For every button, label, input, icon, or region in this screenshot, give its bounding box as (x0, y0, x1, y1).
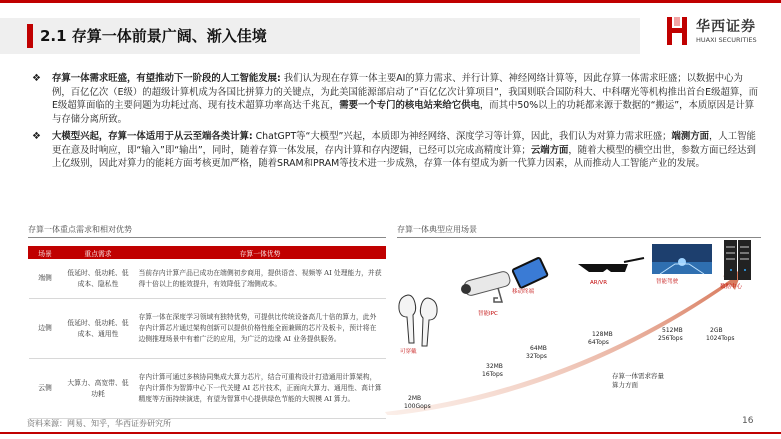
bullet-list (30, 72, 760, 175)
page-title: 2.1 存算一体前景广阔、渐入佳境 (40, 27, 267, 45)
bullet-text: ChatGPT等“大模型”兴起，本质即为神经网络、深度学习等计算，因此，我们认为对算力需求旺盛； (252, 131, 672, 142)
scenario-label: 移动终端 (512, 289, 535, 295)
top-accent-rule (0, 0, 781, 3)
scenario-label: 智能驾驶 (656, 279, 679, 285)
capacity-label: 2MB (408, 395, 422, 402)
title-accent-bar (27, 24, 33, 48)
axis-label: 算力方面 (612, 381, 638, 389)
ip-camera-icon (461, 270, 511, 302)
page-number: 16 (742, 416, 754, 426)
bullet-lead: 存算一体需求旺盛，有望推动下一阶段的人工智能发展: (52, 73, 281, 84)
huaxi-logo-icon (664, 15, 690, 47)
smart-driving-image (652, 244, 712, 274)
scenario-label: 数据中心 (720, 284, 743, 290)
table-cell-advantage: 存内计算可通过多核协同集成大算力芯片，结合可重构设计打造通用计算架构，存内计算作为智算中心下一代关键 AI 芯片技术，正面向大算力、通用性、高计算精度等方面持续演进，有望为智算中心提供绿色节能的大规模 AI 算力。 (135, 359, 386, 419)
table-row (29, 259, 386, 299)
bullet-text: ，随着大模型的横空出世，参数方面已经达到上亿级别，因此对算力的能耗方面考核更加严格，随着SRAM和PRAM等技术进一步成熟，存算一体有望成为新一代算力因素，从而推动人工智能产业的发展。 (52, 144, 756, 169)
scenario-label: 可穿戴 (400, 349, 417, 355)
bullet-highlight: 端测方面 (671, 131, 710, 142)
diamond-bullet-icon: ❖ (32, 73, 41, 84)
bullet-text: ，而其中50%以上的功耗都来源于数据的“搬运”，本质原因是计算与存储分离所致。 (52, 100, 755, 125)
earbuds-icon (399, 295, 437, 346)
bullet-text: ，人工智能更在意及时响应，即“输入”即“输出”，同时，随着存算一体发展，存内计算和存内逻辑，已经可以完成高精度计算； (52, 131, 756, 156)
table-cell-scene: 云侧 (29, 359, 62, 419)
compute-label: 100Gops (404, 403, 431, 410)
table-cell-scene: 边侧 (29, 299, 62, 359)
application-scenario-diagram (380, 240, 775, 415)
axis-label: 存算一体需求容量 (612, 372, 664, 380)
capacity-label: 64MB (530, 345, 547, 352)
table-title: 存算一体重点需求和相对优势 (28, 225, 132, 234)
advantage-table (28, 246, 386, 419)
scenario-label: AR/VR (590, 280, 608, 286)
bullet-text: 我们认为现在存算一体主要AI的算力需求、并行计算、神经网络计算等，因此存算一体需求旺盛；以数据中心为例，百亿亿次（E级）的超级计算机成为各国比拼算力的关键点，为此美国能源部启动了“百亿亿次计算项目”，我国则联合国防科大、中科曙光等机构推出首台E级超算，而E级超算面临的主要问题为功耗过高、现有技术超算功率高达千兆瓦， (52, 73, 758, 111)
source-note: 资料来源：网易、知乎，华西证券研究所 (27, 419, 171, 428)
capacity-label: 2GB (710, 327, 723, 334)
diagram-title-rule (397, 237, 761, 238)
diamond-bullet-icon: ❖ (32, 131, 41, 142)
compute-label: 1024Tops (706, 335, 735, 342)
table-cell-needs: 低延时、低功耗、低成本、通用性 (62, 299, 135, 359)
ar-glasses-icon (578, 258, 644, 272)
huaxi-logo (664, 15, 774, 51)
capacity-label: 32MB (486, 363, 503, 370)
table-title-rule (28, 237, 386, 238)
compute-label: 256Tops (658, 335, 683, 342)
capacity-label: 128MB (592, 331, 613, 338)
table-row (29, 299, 386, 359)
table-header-cell: 场景 (29, 247, 62, 259)
bottom-accent-rule (0, 432, 781, 434)
mobile-phone-icon (511, 256, 549, 289)
bullet-highlight: 需要一个专门的核电站来给它供电 (339, 100, 480, 111)
bullet-highlight: 云端方面 (530, 144, 569, 156)
diagram-title: 存算一体典型应用场景 (397, 225, 477, 234)
bullet-demand (30, 72, 760, 126)
compute-label: 64Tops (588, 339, 609, 346)
table-cell-advantage: 当前存内计算产品已成功在端侧初步商用，提供语音、视频等 AI 处理能力，并获得十倍以上的能效提升，有效降低了端侧成本。 (135, 259, 386, 299)
table-row (29, 359, 386, 419)
table-header-row (29, 247, 386, 259)
compute-label: 16Tops (482, 371, 503, 378)
logo-text-cn: 华西证券 (696, 19, 756, 35)
table-header-cell: 存算一体优势 (135, 247, 386, 259)
compute-label: 32Tops (526, 353, 547, 360)
table-cell-scene: 端侧 (29, 259, 62, 299)
table-cell-advantage: 存算一体在深度学习领域有独特优势，可提供比传统设备高几十倍的算力，此外存内计算芯片通过架构创新可以提供价格性能全面兼顾的芯片及板卡，预计将在边侧推理场景中有着广泛的应用，为广泛的边缘 AI 业务提供服务。 (135, 299, 386, 359)
logo-text-en: HUAXI SECURITIES (696, 36, 757, 44)
bullet-lead: 大模型兴起，存算一体适用于从云至端各类计算: (52, 131, 253, 142)
growth-arrow (385, 270, 742, 415)
table-header-cell: 重点需求 (62, 247, 135, 259)
scenario-label: 智能IPC (478, 311, 498, 317)
capacity-label: 512MB (662, 327, 683, 334)
bullet-large-model (30, 130, 760, 171)
table-cell-needs: 低延时、低功耗、低成本、隐私性 (62, 259, 135, 299)
table-cell-needs: 大算力、高宽带、低功耗 (62, 359, 135, 419)
